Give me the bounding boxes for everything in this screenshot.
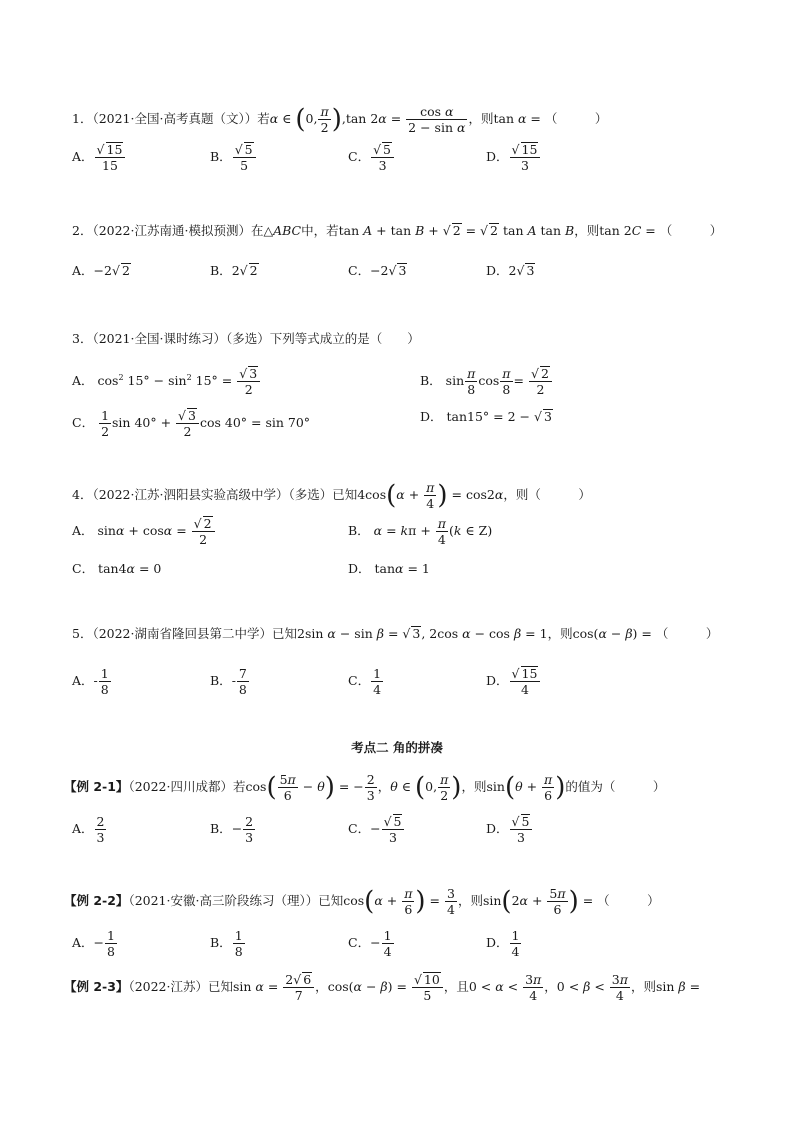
question-2-stem: 2．（2022·江苏南通·模拟预测）在△ABC中，若tan A + tan B + √ 2 = √ 2 tan A tan B，则tan 2C = （ ） [72, 223, 723, 238]
question-1-stem: 1．（2021·全国·高考真题（文））若α ∈ (0, $\frac{\pi}{2}$ ),tan 2α = $\frac{\text{cos α}}{\text{2 − sin α}}$ ，则tan α = （ ） [72, 104, 608, 135]
q1-option-d[interactable]: D． $\frac{√ 15}{3}$ [486, 142, 541, 173]
ex22-option-c[interactable]: C．− $\frac{1}{4}$ [348, 928, 392, 959]
q5-option-a[interactable]: A．- $\frac{1}{8}$ [72, 666, 109, 697]
question-3-stem: 3．（2021·全国·课时练习）（多选）下列等式成立的是（ ） [72, 331, 420, 346]
question-4-stem: 4．（2022·江苏·泗阳县实验高级中学）（多选）已知4cos(α + $\frac{\pi}{4}$ ) = cos2α，则（ ） [72, 480, 591, 511]
example-2-3-stem: 【例 2-3】（2022·江苏）已知sin α = $\frac{2√ 6}{7}$ ，cos(α − β) = $\frac{√ 10}{5}$ ，且0 < α < $\frac{3\pi}{4}$ ，0 < β < $\frac{3\pi}{4}$ ，则sin β = [64, 972, 701, 1003]
ex21-option-c[interactable]: C．− $\frac{√ 5}{3}$ [348, 814, 405, 845]
q4-option-a[interactable]: A． sinα + cosα = $\frac{√ 2}{2}$ [72, 516, 216, 547]
example-2-2-stem: 【例 2-2】（2021·安徽·高三阶段练习（理））已知cos(α + $\frac{\pi}{6}$ ) = $\frac{3}{4}$ ，则sin(2α + $\frac{5\pi}{6}$ ) = （ ） [64, 886, 660, 917]
ex21-option-d[interactable]: D． $\frac{√ 5}{3}$ [486, 814, 533, 845]
q2-option-b[interactable]: B．2√ 2 [210, 263, 258, 278]
q5-option-b[interactable]: B．- $\frac{7}{8}$ [210, 666, 247, 697]
q3-option-b[interactable]: B． sin $\frac{\pi}{8}$ cos $\frac{\pi}{8}$ = $\frac{√ 2}{2}$ [420, 366, 553, 397]
question-4-options [72, 512, 712, 584]
question-5-stem: 5．（2022·湖南省隆回县第二中学）已知2sin α − sin β = √ 3, 2cos α − cos β = 1，则cos(α − β) = （ ） [72, 626, 719, 641]
q4-option-b[interactable]: B． α = kπ + $\frac{\pi}{4}$ (k ∈ Z) [348, 516, 493, 547]
ex22-option-b[interactable]: B． $\frac{1}{8}$ [210, 928, 243, 959]
ex21-option-a[interactable]: A． $\frac{2}{3}$ [72, 814, 105, 845]
q2-option-c[interactable]: C．−2√ 3 [348, 263, 407, 278]
q1-option-b[interactable]: B． $\frac{√ 5}{5}$ [210, 142, 257, 173]
question-3-options [72, 358, 712, 438]
q5-option-c[interactable]: C． $\frac{1}{4}$ [348, 666, 382, 697]
section-heading: 考点二 角的拼凑 [351, 740, 443, 755]
ex22-option-d[interactable]: D． $\frac{1}{4}$ [486, 928, 520, 959]
q3-option-c[interactable]: C． $\frac{1}{2}$ sin 40° + $\frac{√ 3}{2}$ cos 40° = sin 70° [72, 408, 311, 439]
q2-option-d[interactable]: D．2√ 3 [486, 263, 535, 278]
q3-option-a[interactable]: A． $\cos^2 15^\circ - \sin^2 15^\circ$ = $\frac{√ 3}{2}$ [72, 366, 261, 397]
ex22-option-a[interactable]: A．− $\frac{1}{8}$ [72, 928, 115, 959]
q1-option-a[interactable]: A． $\frac{√ 15}{15}$ [72, 142, 126, 173]
ex21-option-b[interactable]: B．− $\frac{2}{3}$ [210, 814, 254, 845]
example-2-1-stem: 【例 2-1】（2022·四川成都）若cos( $\frac{5\pi}{6}$ − θ) = − $\frac{2}{3}$ ，θ ∈ (0, $\frac{\pi}{2}$ )，则sin(θ + $\frac{\pi}{6}$ )的值为（ ） [64, 772, 666, 803]
q3-option-d[interactable]: D． tan15° = 2 − √ 3 [420, 409, 552, 424]
q5-option-d[interactable]: D． $\frac{√ 15}{4}$ [486, 666, 541, 697]
q1-option-c[interactable]: C． $\frac{√ 5}{3}$ [348, 142, 395, 173]
q4-option-c[interactable]: C． tan4α = 0 [72, 561, 162, 576]
q4-option-d[interactable]: D． tanα = 1 [348, 561, 430, 576]
q2-option-a[interactable]: A．−2√ 2 [72, 263, 130, 278]
